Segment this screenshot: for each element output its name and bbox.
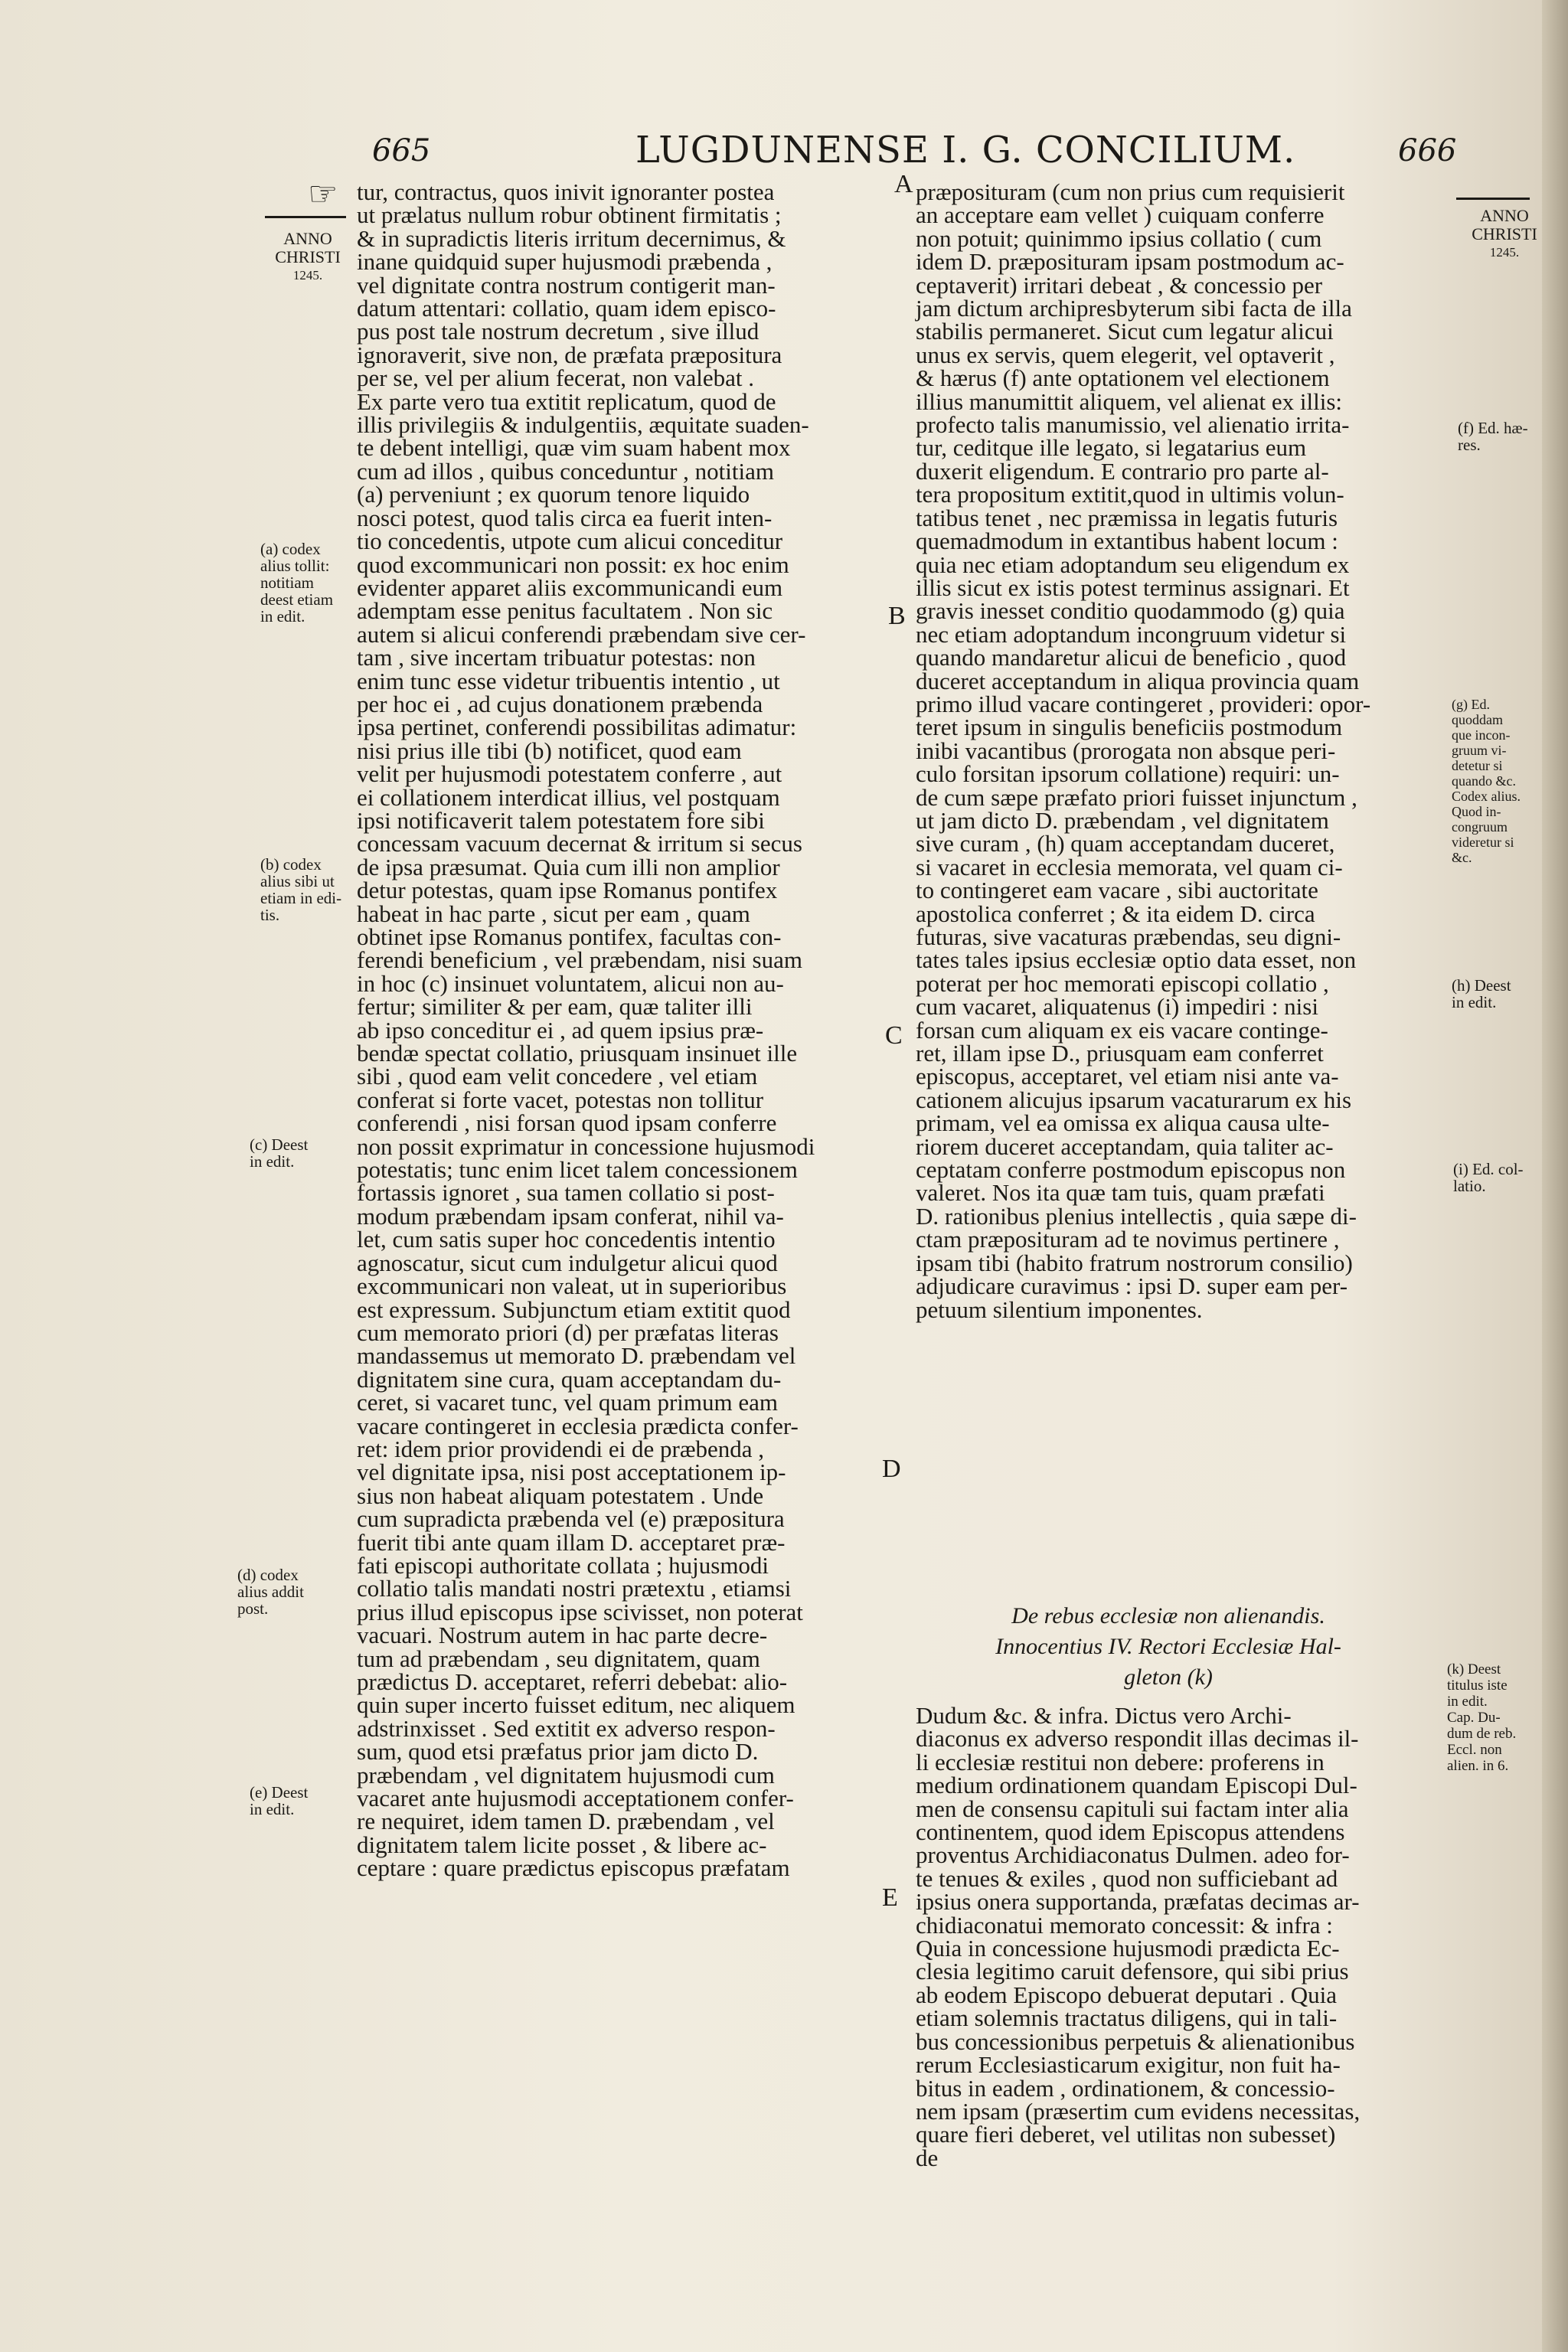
column-letter-b: B [888,602,906,630]
right-text-column: præposituram (cum non prius cum requisierit an acceptare eam vellet ) cuiquam conferre non potuit; quinimmo ipsius collatio ( cum idem D. præposituram ipsam postmodum ac- ceptaverit) irritari debeat , & concessio per jam dictum archipresbyterum sibi facta de illa stabilis permaneret. Sicut cum legatur alicui unus ex servis, quem elegerit, vel optaverit , & hærus (f) ante optationem vel electionem illius manumittit aliquem, vel alienat ex illis: profecto talis manumissio, vel alienatio irrita- tur, ceditque ille legato, si legatarius eum duxerit eligendum. E contrario pro parte al- tera propositum extitit,quod in ultimis volun- tatibus tenet , nec præmissa in legatis futuris quemadmodum in extantibus habent locum : quia nec etiam adoptandum seu eligendum ex illis sicut ex istis potest terminus assignari. Et gravis inesset conditio quodammodo (g) quia nec etiam adoptandum incongruum videtur si quando mandaretur alicui de beneficio , quod duceret acceptandum in aliqua provincia quam primo illud vacare contingeret , provideri: opor- teret ipsum in singulis beneficiis postmodum inibi vacantibus (prorogata non absque peri- culo forsitan ipsorum collatione) requiri: un- de cum sæpe præfato priori fuisset injunctum , ut jam dicto D. præbendam , vel dignitatem sive curam , (h) quam acceptandam duceret, si vacaret in ecclesia memorata, vel quam ci- to contingeret eam vacare , sibi auctoritate apostolica conferret ; & ita eidem D. circa futuras, sive vacaturas præbendas, seu digni- tates tales ipsius ecclesiæ optio data esset, non poterat per hoc memorati episcopi collatio , cum vacaret, aliquatenus (i) impediri : nisi forsan cum aliquam ex eis vacare continge- ret, illam ipse D., priusquam eam conferret episcopus, acceptaret, vel etiam nisi ante va- cationem alicujus ipsarum vacaturarum ex his primam, vel ea omissa ex aliqua causa ulte- riorem duceret acceptandam, quia taliter ac- ceptatam conferre postmodum episcopus non valeret. Nos ita quæ tam tuis, quam præfati D. rationibus plenius intellectis , quia sæpe di- ctam præposituram ad te novimus pertinere , ipsam tibi (habito fratrum nostrorum consilio) adjudicare curavimus : ipsi D. super eam per- petuum silentium imponentes. [916,178,1371,1323]
right-text-column-continued: Dudum &c. & infra. Dictus vero Archi- diaconus ex adverso respondit illas decimas il- li ecclesiæ restitui non debere: proferens in medium ordinationem quandam Episcopi Dul- men de consensu capituli sui factam inter alia continentem, quod idem Episcopus attendens proventus Archidiaconatus Dulmen. adeo for- te tenues & exiles , quod non sufficiebant ad ipsius onera supportanda, præfatas decimas ar- chidiaconatui memorato concessit: & infra : Quia in concessione hujusmodi prædicta Ec- clesia legitimo caruit defensore, qui sibi prius ab eodem Episcopo debuerat deputari . Quia etiam solemnis tractatus diligens, qui in tali- bus concessionibus perpetuis & alienationibus rerum Ecclesiasticarum exigitur, non fuit ha- bitus in eadem , ordinationem, & concessio- nem ipsam (præsertim cum evidens necessitas, quare fieri deberet, vel utilitas non subesset) de [916,1702,1361,2171]
marginal-note-i: (i) Ed. col- latio. [1453,1160,1524,1195]
section-subheading: gleton (k) [1124,1664,1213,1690]
year-label-line: 1245. [292,268,323,283]
section-subheading: Innocentius IV. Rectori Ecclesiæ Hal- [995,1634,1341,1659]
marginal-note-f: (f) Ed. hæ- res. [1458,419,1528,454]
marginal-note-b: (b) codex alius sibi ut etiam in edi- tis. [260,855,342,924]
year-label-left [270,230,346,285]
year-label-line: 1245. [1489,245,1520,260]
marginal-note-a: (a) codex alius tollit: notitiam deest etiam in edit. [260,540,334,626]
marginal-note-e: (e) Deest in edit. [250,1783,309,1818]
rule-left [265,216,346,218]
running-header [0,122,1568,176]
year-label-line: ANNO [1480,206,1529,225]
page-edge [1542,0,1568,2352]
page-title: LUGDUNENSE I. G. CONCILIUM. [635,129,1296,172]
year-label-line: CHRISTI [275,247,341,266]
page-number-left: 665 [372,133,431,168]
marginal-note-g: (g) Ed. quoddam que incon- gruum vi- detetur si quando &c. Codex alius. Quod in- congruum videretur si &c. [1452,697,1521,865]
year-label-right [1462,207,1547,262]
year-label-line: ANNO [283,229,332,248]
column-letter-e: E [882,1883,898,1912]
left-text-column: tur, contractus, quos inivit ignoranter postea ut prælatus nullum robur obtinent firmitatis ; & in supradictis literis irritum decernimus, & inane quidquid super hujusmodi præbenda , vel dignitate contra nostrum contigerit man- datum attentari: collatio, quam idem episco- pus post tale nostrum decretum , sive illud ignoraverit, sive non, de præfata præpositura per se, vel per alium fecerat, non valebat . Ex parte vero tua extitit replicatum, quod de illis privilegiis & indulgentiis, æquitate suaden- te debent intelligi, quæ vim suam habent mox cum ad illos , quibus conceduntur , notitiam (a) perveniunt ; ex quorum tenore liquido nosci potest, quod talis circa ea fuerit inten- tio concedentis, utpote cum alicui conceditur quod excommunicari non possit: ex hoc enim evidenter apparet aliis excommunicandi eum ademptam esse penitus facultatem . Non sic autem si alicui conferendi præbendam sive cer- tam , sive incertam tribuatur potestas: non enim tunc esse videtur tribuentis intentio , ut per hoc ei , ad cujus donationem præbenda ipsa pertinet, conferendi possibilitas adimatur: nisi prius ille tibi (b) notificet, quod eam velit per hujusmodi potestatem conferre , aut ei collationem interdicat illius, vel postquam ipsi notificaverit talem potestatem fore sibi concessam vacuum decernat & irritum si secus de ipsa præsumat. Quia cum illi non amplior detur potestas, quam ipse Romanus pontifex habeat in hac parte , sicut per eam , quam obtinet ipse Romanus pontifex, facultas con- ferendi beneficium , vel præbendam, nisi suam in hoc (c) insinuet voluntatem, alicui non au- fertur; similiter & per eam, quæ taliter illi ab ipso conceditur ei , ad quem ipsius præ- bendæ spectat collatio, priusquam insinuet ille sibi , quod eam velit concedere , vel etiam conferat si forte vacet, potestas non tollitur conferendi , nisi forsan quod ipsam conferre non possit exprimatur in concessione hujusmodi potestatis; tunc enim licet talem concessionem fortassis ignoret , sua tamen collatio si post- modum præbendam ipsam conferat, nihil va- let, cum satis super hoc concedentis intentio agnoscatur, sicut cum indulgetur alicui quod excommunicari non valeat, ut in superioribus est expressum. Subjunctum etiam extitit quod cum memorato priori (d) per præfatas literas mandassemus ut memorato D. præbendam vel dignitatem sine cura, quam acceptandam du- ceret, si vacaret tunc, vel quam primum eam vacare contingeret in ecclesia prædicta confer- ret: idem prior providendi ei de præbenda , vel dignitate ipsa, nisi post acceptationem ip- sius non habeat aliquam potestatem . Unde cum supradicta præbenda vel (e) præpositura fuerit tibi ante quam illam D. acceptaret præ- fati episcopi authoritate collata ; hujusmodi collatio talis mandati nostri prætextu , etiamsi prius illud episcopus ipse scivisset, non poterat vacuari. Nostrum autem in hac parte decre- tum ad præbendam , seu dignitatem, quam prædictus D. acceptaret, referri debebat: alio- quin super incerto fuisset editum, nec aliquem adstrinxisset . Sed extitit ex adverso respon- sum, quod etsi præfatus prior jam dicto D. præbendam , vel dignitatem hujusmodi cum vacaret ante hujusmodi acceptationem confer- re nequiret, idem tamen D. præbendam , vel dignitatem talem licite posset , & libere ac- ceptare : quare prædictus episcopus præfatam [357,178,815,1882]
column-letter-d: D [882,1455,901,1483]
column-letter-c: C [885,1021,903,1050]
section-heading: De rebus ecclesiæ non alienandis. [1011,1603,1325,1628]
marginal-note-k: (k) Deest titulus iste in edit. Cap. Du- dum de reb. Eccl. non alien. in 6. [1447,1661,1517,1774]
column-letter-a: A [894,170,913,198]
page-number-right: 666 [1398,133,1457,168]
rule-right [1456,198,1530,200]
year-label-line: CHRISTI [1472,224,1537,243]
pointing-hand-icon: ☞ [308,175,338,214]
marginal-note-d: (d) codex alius addit post. [237,1566,304,1618]
marginal-note-c: (c) Deest in edit. [250,1135,309,1171]
marginal-note-h: (h) Deest in edit. [1452,976,1511,1011]
